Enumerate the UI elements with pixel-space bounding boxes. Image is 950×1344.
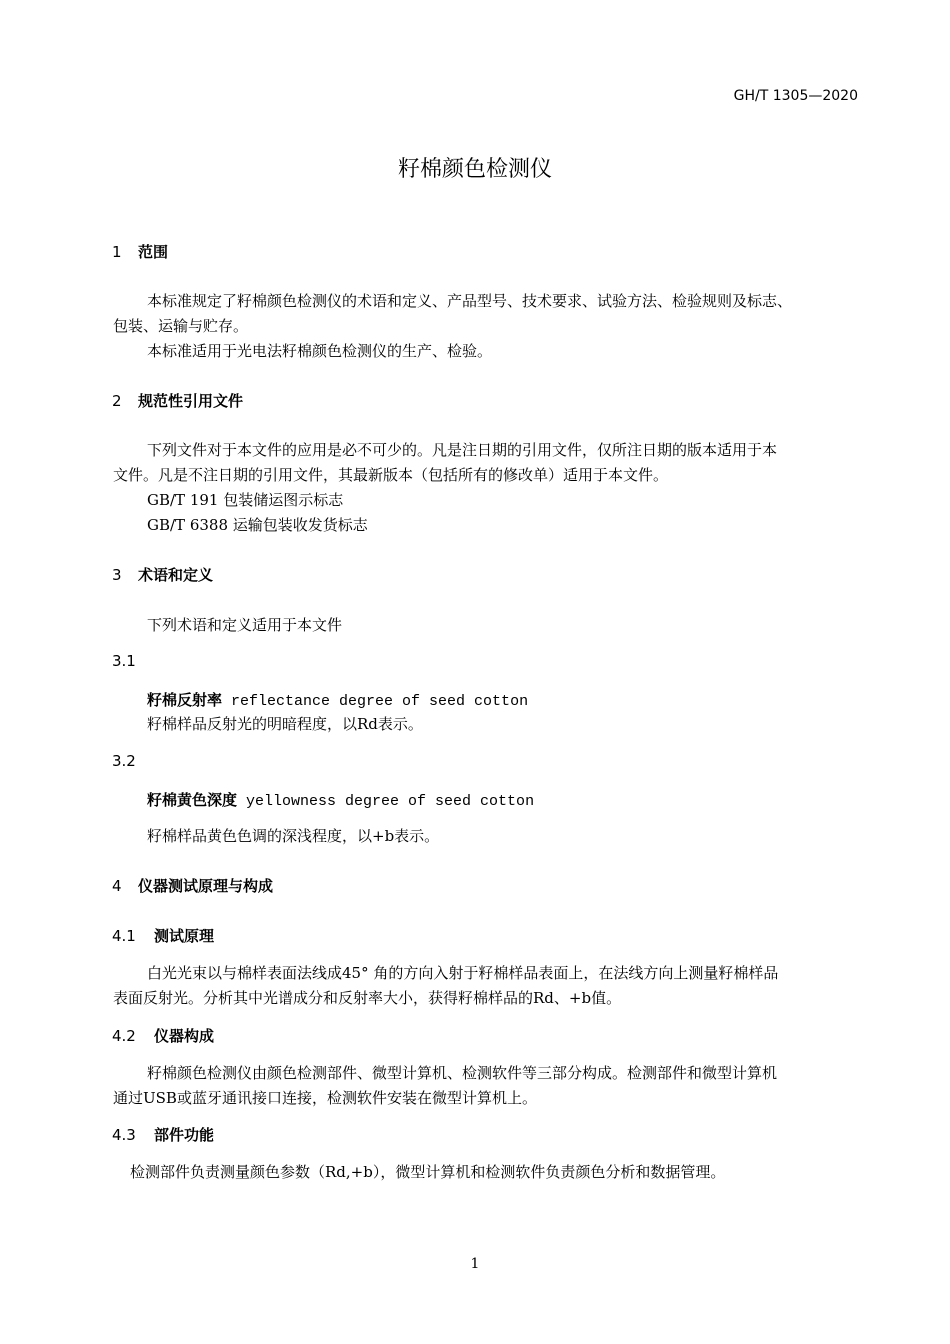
term-definition: 籽棉样品黄色色调的深浅程度，以+b表示。 [147,827,440,845]
paragraph: 本标准适用于光电法籽棉颜色检测仪的生产、检验。 [147,342,493,360]
paragraph: 包装、运输与贮存。 [113,317,249,335]
term-number: 3.2 [112,752,136,770]
section-4-heading [112,875,273,896]
subsection-number: 4.3 [112,1126,136,1144]
paragraph: 白光光束以与棉样表面法线成45° 角的方向入射于籽棉样品表面上，在法线方向上测量籽棉样品 [147,964,779,982]
section-number: 3 [112,566,122,584]
section-title: 仪器测试原理与构成 [138,877,274,895]
paragraph: 下列术语和定义适用于本文件 [147,616,343,634]
section-number: 4 [112,877,122,895]
paragraph: 通过USB或蓝牙通讯接口连接，检测软件安装在微型计算机上。 [113,1089,537,1107]
section-title: 规范性引用文件 [138,392,244,410]
subsection-4-1-heading [112,925,214,946]
paragraph: 表面反射光。分析其中光谱成分和反射率大小，获得籽棉样品的Rd、+b值。 [113,989,622,1007]
section-title: 术语和定义 [138,566,214,584]
paragraph: 检测部件负责测量颜色参数（Rd,+b），微型计算机和检测软件负责颜色分析和数据管理。 [130,1163,726,1181]
section-3-heading [112,564,213,585]
term-zh: 籽棉反射率 [147,691,223,709]
section-number: 2 [112,392,122,410]
document-title: 籽棉颜色检测仪 [397,157,552,182]
paragraph: 籽棉颜色检测仪由颜色检测部件、微型计算机、检测软件等三部分构成。检测部件和微型计算机 [147,1064,778,1082]
normative-reference: GB/T 6388 运输包装收发货标志 [147,516,368,534]
section-number: 1 [112,243,122,261]
term-entry [147,689,528,710]
subsection-number: 4.1 [112,927,136,945]
section-1-heading [112,241,168,262]
term-zh: 籽棉黄色深度 [147,791,238,809]
term-en: yellowness degree of seed cotton [237,793,535,810]
normative-reference: GB/T 191 包装储运图示标志 [147,491,344,509]
term-entry [147,789,534,810]
term-en: reflectance degree of seed cotton [222,693,529,710]
paragraph: 本标准规定了籽棉颜色检测仪的术语和定义、产品型号、技术要求、试验方法、检验规则及标志、 [147,292,793,310]
term-number: 3.1 [112,652,136,670]
subsection-title: 测试原理 [154,927,215,945]
subsection-number: 4.2 [112,1027,136,1045]
paragraph: 下列文件对于本文件的应用是必不可少的。凡是注日期的引用文件，仅所注日期的版本适用于本 [147,441,778,459]
subsection-title: 仪器构成 [154,1027,215,1045]
term-definition: 籽棉样品反射光的明暗程度，以Rd表示。 [147,715,423,733]
section-title: 范围 [138,243,169,261]
paragraph: 文件。凡是不注日期的引用文件，其最新版本（包括所有的修改单）适用于本文件。 [113,466,669,484]
standard-number: GH/T 1305—2020 [733,88,858,104]
subsection-title: 部件功能 [154,1126,215,1144]
section-2-heading [112,390,243,411]
subsection-4-3-heading [112,1124,214,1145]
page-number: 1 [470,1256,480,1272]
subsection-4-2-heading [112,1025,214,1046]
